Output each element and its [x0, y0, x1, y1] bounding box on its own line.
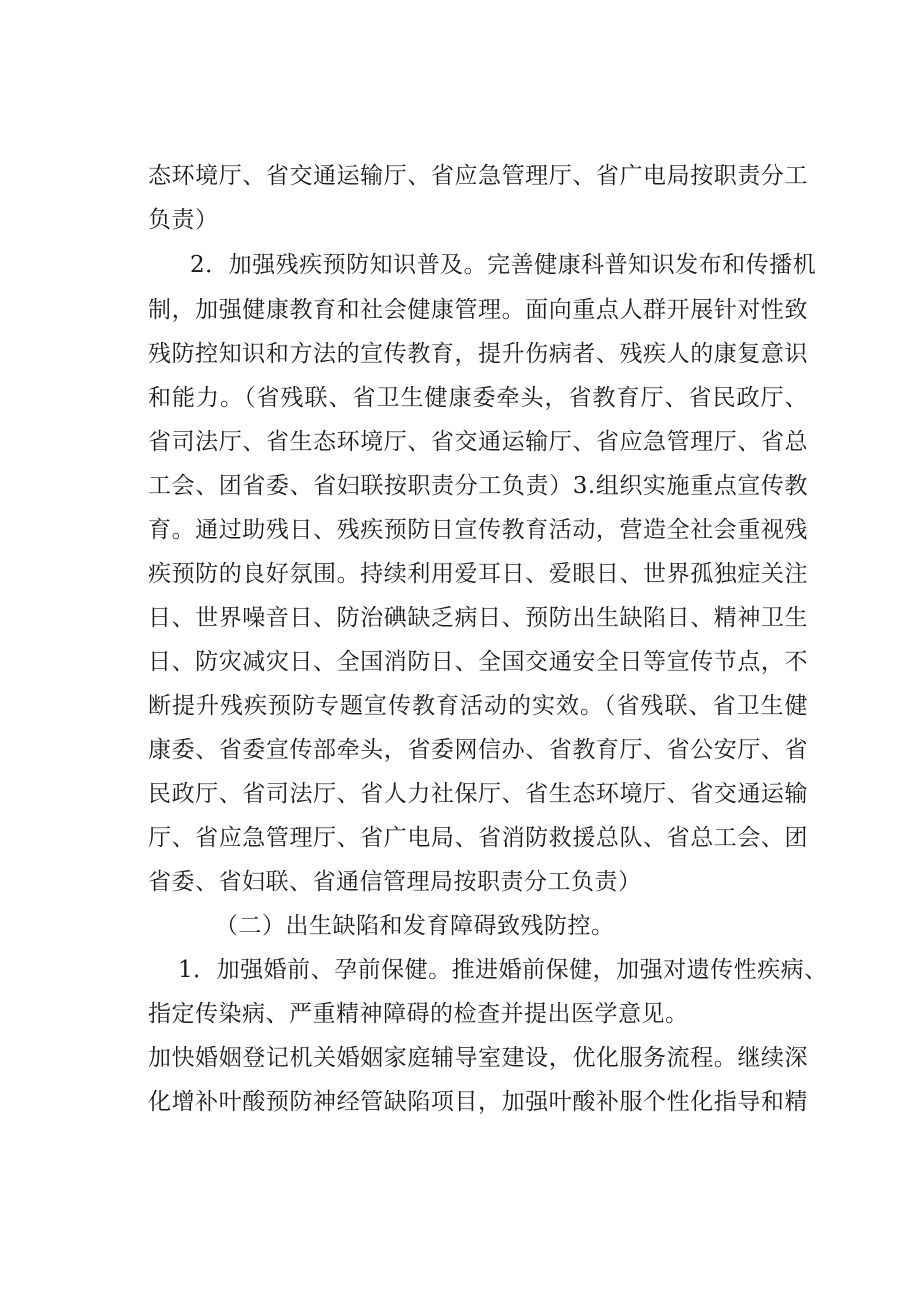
text-line-8: 工会、团省委、省妇联按职责分工负责）3.组织实施重点宣传教 — [148, 473, 808, 499]
text-line-16: 厅、省应急管理厅、省广电局、省消防救援总队、省总工会、团 — [148, 825, 808, 851]
text-line-17: 省委、省妇联、省通信管理局按职责分工负责） — [148, 869, 642, 895]
paragraph-heading-1: 1．加强婚前、孕前保健。推进婚前保健，加强对遗传性疾病、 — [178, 957, 828, 983]
paragraph-heading-2: 2．加强残疾预防知识普及。完善健康科普知识发布和传播机 — [190, 252, 817, 278]
text-line-12: 日、防灾减灾日、全国消防日、全国交通安全日等宣传节点，不 — [148, 649, 808, 675]
text-line-21: 加快婚姻登记机关婚姻家庭辅导室建设，优化服务流程。继续深 — [148, 1045, 808, 1071]
text-line-14: 康委、省委宣传部牵头，省委网信办、省教育厅、省公安厅、省 — [148, 737, 808, 763]
text-line-4: 制，加强健康教育和社会健康管理。面向重点人群开展针对性致 — [148, 297, 808, 323]
text-line-5: 残防控知识和方法的宣传教育，提升伤病者、残疾人的康复意识 — [148, 341, 808, 367]
text-line-20: 指定传染病、严重精神障碍的检查并提出医学意见。 — [148, 1001, 689, 1027]
text-line-22: 化增补叶酸预防神经管缺陷项目，加强叶酸补服个性化指导和精 — [148, 1089, 808, 1115]
text-line-11: 日、世界噪音日、防治碘缺乏病日、预防出生缺陷日、精神卫生 — [148, 605, 808, 631]
text-line-15: 民政厅、省司法厅、省人力社保厅、省生态环境厅、省交通运输 — [148, 781, 808, 807]
text-line-10: 疾预防的良好氛围。持续利用爱耳日、爱眼日、世界孤独症关注 — [148, 561, 808, 587]
text-line-6: 和能力。（省残联、省卫生健康委牵头，省教育厅、省民政厅、 — [148, 385, 808, 411]
text-line-2: 负责） — [148, 207, 219, 233]
text-line-1: 态环境厅、省交通运输厅、省应急管理厅、省广电局按职责分工 — [148, 163, 808, 189]
text-line-7: 省司法厅、省生态环境厅、省交通运输厅、省应急管理厅、省总 — [148, 429, 808, 455]
section-heading: （二）出生缺陷和发育障碍致残防控。 — [215, 913, 615, 939]
text-line-9: 育。通过助残日、残疾预防日宣传教育活动，营造全社会重视残 — [148, 517, 808, 543]
text-line-13: 断提升残疾预防专题宣传教育活动的实效。（省残联、省卫生健 — [148, 693, 808, 719]
